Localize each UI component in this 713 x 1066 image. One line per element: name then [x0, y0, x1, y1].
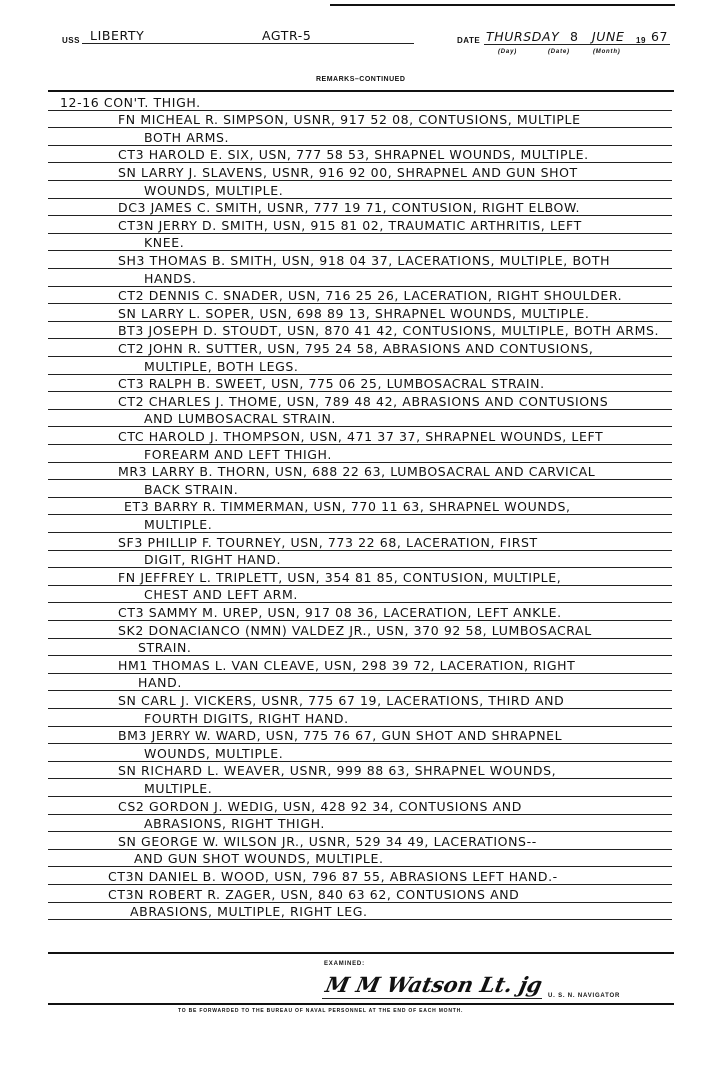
remark-line [48, 904, 672, 922]
ruled-line [48, 708, 672, 709]
ruled-line [48, 110, 672, 111]
ship-name: LIBERTY [90, 28, 145, 43]
remark-line [48, 235, 672, 253]
sub-month: (Month) [593, 49, 621, 55]
remark-text: AND GUN SHOT WOUNDS, MULTIPLE. [134, 851, 384, 867]
remark-line [48, 728, 672, 746]
remark-line [48, 147, 672, 165]
ruled-line [48, 902, 672, 903]
remark-text: STRAIN. [138, 640, 192, 656]
remark-line [48, 305, 672, 323]
ruled-line [48, 655, 672, 656]
date-year: 67 [651, 29, 669, 44]
remark-line [48, 868, 672, 886]
date-label: DATE [457, 36, 481, 45]
remark-line [48, 692, 672, 710]
remark-line [48, 569, 672, 587]
remark-line [48, 780, 672, 798]
remark-text: HAND. [138, 675, 182, 691]
ruled-line [48, 215, 672, 216]
remark-line [48, 358, 672, 376]
remark-text: ABRASIONS, RIGHT THIGH. [144, 816, 325, 832]
remark-text: CS2 GORDON J. WEDIG, USN, 428 92 34, CONTUSIONS AND [118, 798, 522, 814]
hull-number: AGTR-5 [262, 28, 312, 43]
remark-line [48, 763, 672, 781]
remark-text: SH3 THOMAS B. SMITH, USN, 918 04 37, LACERATIONS, MULTIPLE, BOTH [118, 252, 611, 268]
remark-text: BT3 JOSEPH D. STOUDT, USN, 870 41 42, CONTUSIONS, MULTIPLE, BOTH ARMS. [118, 323, 660, 339]
remark-text: SK2 DONACIANCO (NMN) VALDEZ JR., USN, 370 92 58, LUMBOSACRAL [118, 622, 592, 638]
ruled-line [48, 849, 672, 850]
remark-line [48, 270, 672, 288]
remark-text: CT2 CHARLES J. THOME, USN, 789 48 42, ABRASIONS AND CONTUSIONS [118, 393, 609, 409]
remark-line [48, 112, 672, 130]
remark-text: CTC HAROLD J. THOMPSON, USN, 471 37 37, SHRAPNEL WOUNDS, LEFT [118, 428, 604, 444]
uss-label: USS [62, 36, 80, 45]
ruled-line [48, 585, 672, 586]
remark-text: HANDS. [144, 270, 197, 286]
remark-text: BACK STRAIN. [144, 481, 239, 497]
remark-text: CT3N JERRY D. SMITH, USN, 915 81 02, TRAUMATIC ARTHRITIS, LEFT [118, 217, 582, 233]
remark-text: SN RICHARD L. WEAVER, USNR, 999 88 63, SHRAPNEL WOUNDS, [118, 763, 557, 779]
remark-line [48, 200, 672, 218]
ruled-line [48, 550, 672, 551]
examined-label: EXAMINED: [324, 961, 365, 967]
remark-text: FN MICHEAL R. SIMPSON, USNR, 917 52 08, CONTUSIONS, MULTIPLE [118, 112, 581, 128]
ruled-line [48, 321, 672, 322]
ruled-line [48, 409, 672, 410]
ruled-line [48, 338, 672, 339]
ruled-line [48, 233, 672, 234]
remark-text: FOREARM AND LEFT THIGH. [144, 446, 332, 462]
remark-line [48, 516, 672, 534]
remark-text: CT2 DENNIS C. SNADER, USN, 716 25 26, LACERATION, RIGHT SHOULDER. [118, 288, 623, 304]
ruled-line [48, 726, 672, 727]
sub-date: (Date) [548, 49, 570, 55]
remark-text: FOURTH DIGITS, RIGHT HAND. [144, 710, 349, 726]
remark-text: CT3 SAMMY M. UREP, USN, 917 08 36, LACERATION, LEFT ANKLE. [118, 604, 562, 620]
remark-text: CT3 RALPH B. SWEET, USN, 775 06 25, LUMBOSACRAL STRAIN. [118, 376, 545, 392]
remark-line [48, 745, 672, 763]
remark-line [48, 464, 672, 482]
remark-line [48, 798, 672, 816]
remark-text: MULTIPLE. [144, 516, 213, 532]
date-year-prefix: 19 [636, 36, 646, 45]
ruled-line [48, 638, 672, 639]
ruled-line [48, 374, 672, 375]
remark-line [48, 587, 672, 605]
remark-text: MR3 LARRY B. THORN, USN, 688 22 63, LUMBOSACRAL AND CARVICAL [118, 464, 596, 480]
remark-line [48, 657, 672, 675]
ruled-line [48, 198, 672, 199]
ruled-line [48, 673, 672, 674]
remark-text: AND LUMBOSACRAL STRAIN. [144, 411, 336, 427]
ruled-line [48, 778, 672, 779]
remark-line [48, 534, 672, 552]
ruled-line [48, 814, 672, 815]
remark-text: SN GEORGE W. WILSON JR., USNR, 529 34 49, LACERATIONS-- [118, 833, 537, 849]
remark-line [48, 552, 672, 570]
remark-text: HM1 THOMAS L. VAN CLEAVE, USN, 298 39 72, LACERATION, RIGHT [118, 657, 576, 673]
ship-name-underline [82, 43, 414, 44]
remark-line [48, 816, 672, 834]
ruled-line [48, 268, 672, 269]
ruled-line [48, 180, 672, 181]
remark-line [48, 833, 672, 851]
date-date: 8 [570, 29, 579, 44]
date-underline [484, 44, 670, 45]
remark-line [48, 393, 672, 411]
ruled-line [48, 462, 672, 463]
remark-text: DC3 JAMES C. SMITH, USNR, 777 19 71, CONTUSION, RIGHT ELBOW. [118, 200, 581, 216]
remark-text: DIGIT, RIGHT HAND. [144, 552, 282, 568]
remark-line [48, 481, 672, 499]
ruled-line [48, 250, 672, 251]
ruled-line [48, 514, 672, 515]
ruled-line [48, 145, 672, 146]
date-day: THURSDAY [486, 29, 560, 44]
ruled-line [48, 761, 672, 762]
ruled-line [48, 602, 672, 603]
remark-text: ABRASIONS, MULTIPLE, RIGHT LEG. [130, 904, 368, 920]
remark-text: ET3 BARRY R. TIMMERMAN, USN, 770 11 63, SHRAPNEL WOUNDS, [124, 499, 571, 515]
ruled-line [48, 690, 672, 691]
ruled-line [48, 743, 672, 744]
remark-line [48, 340, 672, 358]
remark-line [48, 640, 672, 658]
remark-line [48, 622, 672, 640]
ruled-line [48, 356, 672, 357]
forwarding-note: TO BE FORWARDED TO THE BUREAU OF NAVAL PERSONNEL AT THE END OF EACH MONTH. [178, 1008, 464, 1014]
signature-line [322, 998, 542, 999]
remark-text: CT3N DANIEL B. WOOD, USN, 796 87 55, ABRASIONS LEFT HAND.- [108, 868, 558, 884]
remark-line [48, 164, 672, 182]
remark-text: SF3 PHILLIP F. TOURNEY, USN, 773 22 68, LACERATION, FIRST [118, 534, 538, 550]
ruled-line [48, 497, 672, 498]
ruled-line [48, 426, 672, 427]
ruled-line [48, 620, 672, 621]
section-title: REMARKS–CONTINUED [316, 76, 406, 83]
remark-text: CHEST AND LEFT ARM. [144, 587, 298, 603]
remark-line [48, 217, 672, 235]
ruled-line [48, 127, 672, 128]
remark-text: MULTIPLE. [144, 780, 213, 796]
remark-text: CT3N ROBERT R. ZAGER, USN, 840 63 62, CONTUSIONS AND [108, 886, 520, 902]
remark-text: SN CARL J. VICKERS, USNR, 775 67 19, LACERATIONS, THIRD AND [118, 692, 565, 708]
remark-text: MULTIPLE, BOTH LEGS. [144, 358, 299, 374]
ruled-line [48, 391, 672, 392]
remark-line [48, 129, 672, 147]
remark-text: KNEE. [144, 235, 185, 251]
ruled-line [48, 884, 672, 885]
remark-text: BOTH ARMS. [144, 129, 230, 145]
remark-text: FN JEFFREY L. TRIPLETT, USN, 354 81 85, CONTUSION, MULTIPLE, [118, 569, 562, 585]
remark-line [48, 376, 672, 394]
remark-line [48, 710, 672, 728]
sub-day: (Day) [498, 49, 518, 55]
date-month: JUNE [592, 29, 625, 44]
remark-text: CT2 JOHN R. SUTTER, USN, 795 24 58, ABRASIONS AND CONTUSIONS, [118, 340, 594, 356]
ruled-line [48, 444, 672, 445]
remark-line [48, 604, 672, 622]
ruled-line [48, 479, 672, 480]
remark-text: CT3 HAROLD E. SIX, USN, 777 58 53, SHRAPNEL WOUNDS, MULTIPLE. [118, 147, 589, 163]
remark-line [48, 411, 672, 429]
remark-text: WOUNDS, MULTIPLE. [144, 182, 284, 198]
remark-line [48, 94, 672, 112]
section-rule [48, 90, 674, 92]
ruled-line [48, 567, 672, 568]
ruled-line [48, 831, 672, 832]
ruled-line [48, 919, 672, 920]
remark-text: 12-16 CON'T. THIGH. [60, 94, 201, 110]
remark-text: SN LARRY L. SOPER, USN, 698 89 13, SHRAPNEL WOUNDS, MULTIPLE. [118, 305, 590, 321]
navigator-label: U. S. N. NAVIGATOR [548, 993, 621, 999]
ruled-line [48, 303, 672, 304]
footer-rule [48, 1003, 674, 1005]
ruled-line [48, 532, 672, 533]
ruled-line [48, 162, 672, 163]
remark-text: WOUNDS, MULTIPLE. [144, 745, 284, 761]
remark-line [48, 675, 672, 693]
ruled-line [48, 796, 672, 797]
remark-line [48, 252, 672, 270]
remark-line [48, 499, 672, 517]
remark-line [48, 288, 672, 306]
remark-text: BM3 JERRY W. WARD, USN, 775 76 67, GUN SHOT AND SHRAPNEL [118, 728, 563, 744]
ruled-line [48, 286, 672, 287]
remark-line [48, 323, 672, 341]
ruled-line [48, 866, 672, 867]
remark-text: SN LARRY J. SLAVENS, USNR, 916 92 00, SHRAPNEL AND GUN SHOT [118, 164, 578, 180]
navigator-signature: M M Watson Lt. jg [323, 972, 545, 997]
remark-line [48, 851, 672, 869]
remark-line [48, 446, 672, 464]
remark-line [48, 886, 672, 904]
top-border [330, 4, 675, 6]
body-bottom-rule [48, 952, 674, 954]
remark-line [48, 182, 672, 200]
remark-line [48, 428, 672, 446]
